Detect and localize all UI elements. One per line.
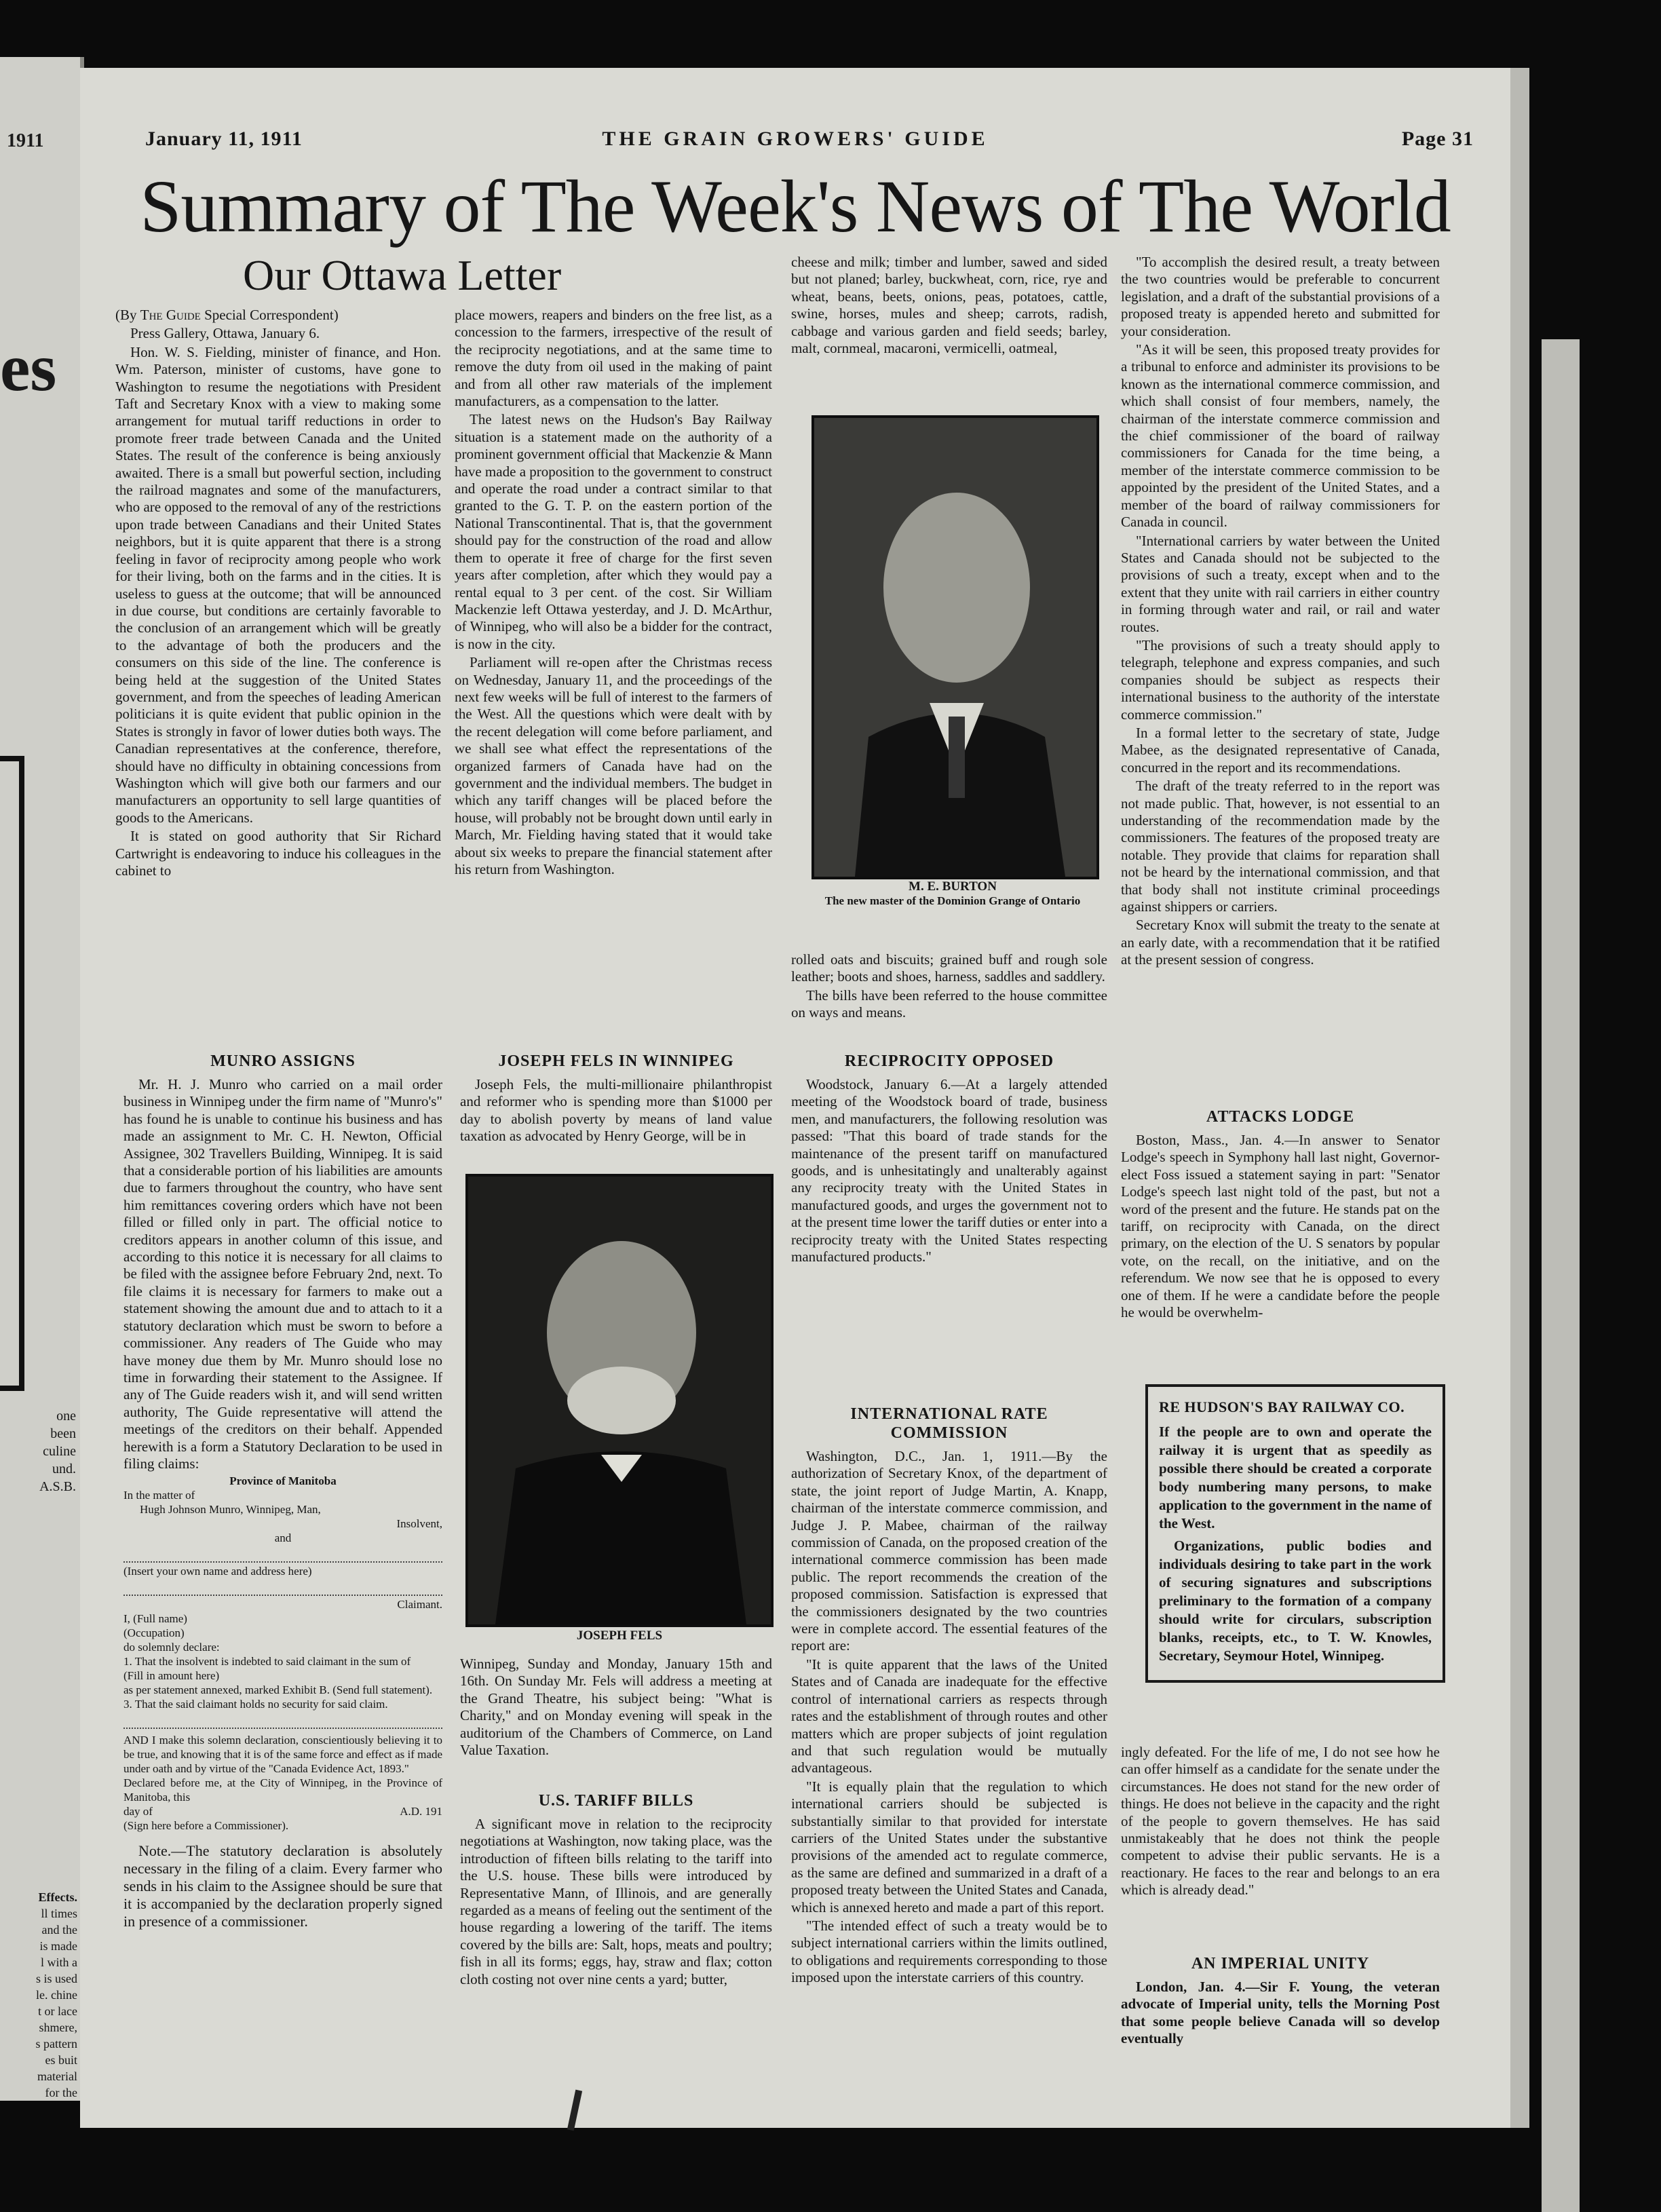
rate-commission-paragraph: "To accomplish the desired result, a treaty between the two countries would be preferable to concurrent legislation, and a draft of the substantial provisions of a proposed treaty is appended hereto and submitted for your consideration. (1121, 254, 1440, 339)
form-occupation: (Occupation) (123, 1626, 185, 1640)
joseph-fels-article (460, 1045, 772, 1147)
tariff-bills-paragraph: rolled oats and biscuits; grained buff and rough sole leather; boots and shoes, harness, saddles and saddlery. (791, 951, 1107, 985)
rate-commission-paragraph: "It is equally plain that the regulation to which international carriers should be subjected is substantially similar to that provided for interstate carriers of the United States under the substantive provisions of the amended act to regulate commerce, as the same are defined and summarized in a draft of a proposed treaty between the United States and Canada, which is annexed hereto and made a part of this report. (791, 1778, 1107, 1915)
reciprocity-opposed-heading: RECIPROCITY OPPOSED (844, 1052, 1054, 1070)
rate-commission-paragraph: Washington, D.C., Jan. 1, 1911.—By the authorization of Secretary Knox, of the department of state, the joint report of Judge Martin, A. Knapp, chairman of the interstate commerce commission, and Judge J. P. Mabee, chairman of the railway commission of Canada, on the proposed creation of the international commerce commission has been made public. The report recommends the creation of the proposed commission. Satisfaction is expressed that the commissioners designated by the two countries were in complete accord. The essential features of the report are: (791, 1448, 1107, 1654)
burton-portrait-photo (812, 415, 1099, 879)
rate-commission-paragraph: Secretary Knox will submit the treaty to the senate at an early date, with a recommendation that it be ratified at the present session of congress. (1121, 917, 1440, 968)
newspaper-page (80, 68, 1510, 2128)
statutory-declaration-form (123, 1474, 442, 1833)
portrait-silhouette-icon (468, 1177, 771, 1624)
form-sign: (Sign here before a Commissioner). (123, 1819, 289, 1833)
hudson-bay-railway-notice (1145, 1384, 1445, 1683)
attacks-lodge-continued (1121, 1744, 1440, 1901)
form-matter: In the matter of (123, 1489, 195, 1502)
munro-assigns-heading: MUNRO ASSIGNS (210, 1052, 356, 1070)
page-edge (1510, 68, 1529, 2128)
form-fill-instruction: (Fill in amount here) (123, 1669, 220, 1683)
burton-caption-text: The new master of the Dominion Grange of Ontario (824, 894, 1081, 907)
ottawa-letter-paragraph: place mowers, reapers and binders on the free list, as a concession to the farmers, irrespective of the result of the reciprocity negotiations, and at the same time to remove the duty from oil used in the making of paint and from all other raw materials of the implement manufacturers, as a compensation to the latter. (455, 307, 772, 410)
issue-date: January 11, 1911 (145, 128, 303, 150)
attacks-lodge-article (1121, 1101, 1440, 1322)
form-item-2: as per statement annexed, marked Exhibit B. (Send full statement). (123, 1683, 433, 1697)
hudson-bay-paragraph: If the people are to own and operate the railway it is urgent that as speedily as possible there should be created a corporate body numbering many persons, to make application to the government in the name of the West. (1159, 1424, 1432, 1531)
form-item-3: 3. That the said claimant holds no security for said claim. (123, 1698, 388, 1711)
imperial-unity-article (1121, 1947, 1440, 2049)
byline (115, 307, 441, 324)
adjacent-text-line: A.S.B. (39, 1479, 76, 1494)
adjacent-text-line: one (56, 1409, 76, 1424)
form-day: day of (123, 1805, 153, 1818)
rate-commission-paragraph: "As it will be seen, this proposed treaty provides for a tribunal to enforce and administer its provisions to be known as the international commerce commission, and which shall consist of four members, namely, the chairman of the interstate commerce commission and the chief commissioner of the board of railway commissioners for Canada for the time being, a member of the interstate commerce commission to be appointed by the president of the United States, and a member of the board of railway commissioners for Canada in council. (1121, 341, 1440, 531)
joseph-fels-paragraph: Winnipeg, Sunday and Monday, January 15th and 16th. On Sunday Mr. Fels will address a meeting at the Grand Theatre, his subject being: "What is Charity," and on Monday evening will speak in the auditorium of the Chambers of Commerce, on Land Value Taxation. (460, 1656, 772, 1759)
attacks-lodge-paragraph: ingly defeated. For the life of me, I do not see how he can offer himself as a candidate for the senate under the circumstances. He does not stand for the new order of things. He does not believe in the capacity and the right of the people to govern themselves. He has said unmistakeably that he does not think the people competent to advise their public servants. He is a reactionary. He faces to the rear and belongs to an era which is already dead." (1121, 1744, 1440, 1899)
byline-prefix: (By (115, 307, 140, 323)
running-header (113, 128, 1478, 155)
attacks-lodge-paragraph: Boston, Mass., Jan. 4.—In answer to Senator Lodge's speech in Symphony hall last night, Governor-elect Foss issued a statement saying in part: "Senator Lodge's speech last night told of the past, but not a word of the present and the future. He stands pat on the tariff, on reciprocity with Canada, on the direct primary, on the election of the U. S senators by popular vote, on the recall, on the initiative, and on the referendum. We now see that he is opposed to every one of them. If he were a candidate before the people he would be overwhelm- (1121, 1132, 1440, 1321)
background-page-edge (1542, 339, 1580, 2212)
adjacent-text-line: und. (52, 1462, 76, 1476)
adjacent-page-fragment (0, 57, 84, 2101)
us-tariff-bills-heading: U.S. TARIFF BILLS (538, 1792, 694, 1810)
form-fullname: I, (Full name) (123, 1612, 187, 1626)
form-insolvent: Insolvent, (396, 1517, 442, 1531)
rate-commission-heading: INTERNATIONAL RATE COMMISSION (850, 1405, 1048, 1442)
form-blank-line[interactable] (123, 1546, 442, 1563)
form-claimant: Claimant. (397, 1598, 442, 1612)
adjacent-text-line: culine (43, 1444, 76, 1459)
byline-suffix: Special Correspondent) (200, 307, 339, 323)
ottawa-letter-paragraph: It is stated on good authority that Sir Richard Cartwright is endeavoring to induce his colleagues in the cabinet to (115, 828, 441, 879)
rate-commission-paragraph: The draft of the treaty referred to in the report was not made public. That, however, is not essential to an understanding of the recommendation made by the commissioners. The features of the proposed treaty are notable. They provide that claims for reparation shall not be heard by the international commission, and that that body shall not institute criminal proceedings against shippers or carriers. (1121, 778, 1440, 915)
hudson-bay-paragraph: Organizations, public bodies and individuals desiring to take part in the work of securing signatures and subscriptions preliminary to the formation of a company should write for circulars, subscription blanks, receipts, etc., to T. W. Knowles, Secretary, Seymour Hotel, Winnipeg. (1159, 1538, 1432, 1664)
rate-commission-article (791, 1398, 1107, 1988)
ottawa-letter-paragraph: Parliament will re-open after the Christmas recess on Wednesday, January 11, and the proceedings of the next few weeks will be full of interest to the farmers of the West. All the questions which were dealt with by the recent delegation will come before parliament, and we shall see what effect the representations of the organized farmers of Canada have had on the government and the individual members. The budget in which any tariff changes will be placed before the house, will probably not be brought down until early in March, Mr. Fielding having stated that it would take about six weeks to prepare the financial statement after his return from Washington. (455, 654, 772, 877)
rate-commission-paragraph: "International carriers by water between the United States and Canada should not be subjected to the provisions of such a treaty, except when and to the extent that they unite with rail carriers in either country in forming through water and rail, or rail and water routes. (1121, 532, 1440, 635)
ottawa-letter-column-3 (791, 254, 1107, 358)
tariff-bills-paragraph: The bills have been referred to the house committee on ways and means. (791, 987, 1107, 1021)
rate-commission-paragraph: "The provisions of such a treaty should apply to telegraph, telephone and express companies, and such companies should be subject as respects their international business to the authority of the interstate commerce commission." (1121, 636, 1440, 723)
adjacent-text-line: Effects. (38, 1890, 77, 1904)
us-tariff-bills-paragraph: A significant move in relation to the reciprocity negotiations at Washington, now taking place, was the introduction of fifteen bills relating to the tariff into the U.S. house. These bills were introduced by Representative Mann, of Illinois, and are generally regarded as a means of feeling out the sentiment of the house regarding a lowering of the tariff. The items covered by the bills are: Salt, hops, meats and poultry; fish in all its forms; eggs, hay, straw and flax; cotton cloth costing not over nine cents a yard; butter, (460, 1816, 772, 1987)
form-declared: Declared before me, at the City of Winnipeg, in the Province of Manitoba, this (123, 1776, 442, 1804)
joseph-fels-heading: JOSEPH FELS IN WINNIPEG (498, 1052, 734, 1070)
munro-note: Note.—The statutory declaration is absolutely necessary in the filing of a claim. Every farmer who sends in his claim to the Assignee should be sure that it is accompanied by the declaration properly signed in presence of a commissioner. (123, 1842, 442, 1930)
rate-commission-paragraph: In a formal letter to the secretary of state, Judge Mabee, as the designated representative of Canada, concurred in the report and its recommendations. (1121, 724, 1440, 776)
adjacent-page-year: 1911 (7, 130, 44, 151)
imperial-unity-paragraph: London, Jan. 4.—Sir F. Young, the veteran advocate of Imperial unity, tells the Morning Post that some people believe Canada will so develop eventually (1121, 1979, 1440, 2047)
form-ad: A.D. 191 (400, 1805, 442, 1818)
burton-name: M. E. BURTON (909, 879, 997, 894)
imperial-unity-heading: AN IMPERIAL UNITY (1191, 1955, 1370, 1972)
adjacent-page-text-lower (1, 1889, 77, 2101)
adjacent-page-box (0, 756, 24, 1391)
ottawa-letter-paragraph: The latest news on the Hudson's Bay Railway situation is a statement made on the authority of a prominent government official that Mackenzie & Mann have made a proposition to the government to construct and operate the road under a contract similar to that granted to the G. T. P. on the eastern portion of the National Transcontinental. That is, that the government should pay for the construction of the road and allow them to operate it free of charge for the first seven years after completion, after which they would pay a rental equal to 3 per cent. of the cost. Sir William Mackenzie left Ottawa yesterday, and J. D. McArthur, of Winnipeg, who will also be a bidder for the contract, is now in the city. (455, 411, 772, 652)
ottawa-letter-paragraph: Hon. W. S. Fielding, minister of finance, and Hon. Wm. Paterson, minister of customs, have gone to Washington to resume the negotiations with President Taft and Secretary Knox with a view to making some arrangement for mutual tariff reductions in order to promote freer trade between Canada and the United States. The result of the conference is being anxiously awaited. There is a small but powerful section, including the railroad magnates and some of the manufacturers, who are opposed to the removal of any of the restrictions upon trade between Canadians and their United States neighbors, but it is quite apparent that there is a strong feeling in favor of reciprocity among people who work for their living, both on the farms and in the cities. It is useless to guess at the outcome; that will be announced in due course, but conditions are certainly favorable to the conclusion of an arrangement which will be greatly to the advantage of both the producers and the consumers on this side of the line. The conference is being held at the suggestion of the United States government, and from the speeches of leading American politicians it is quite evident that public opinion in the States is strongly in favor of lower duties both ways. The Canadian representatives at the conference, therefore, should have no difficulty in obtaining concessions from Washington which will give both our farmers and our manufacturers an opportunity to sell large quantities of goods to the Americans. (115, 343, 441, 826)
publication-name: THE GRAIN GROWERS' GUIDE (602, 128, 989, 150)
form-item-1: 1. That the insolvent is indebted to said claimant in the sum of (123, 1655, 411, 1668)
hudson-bay-heading: RE HUDSON'S BAY RAILWAY CO. (1159, 1398, 1405, 1415)
rate-commission-paragraph: "The intended effect of such a treaty would be to subject international carriers within the limits outlined, to obligations and requirements corresponding to those imposed upon the interstate carriers of this country. (791, 1917, 1107, 1986)
byline-guide: The Guide (140, 307, 201, 323)
ottawa-letter-column-1 (115, 307, 441, 881)
joseph-fels-paragraph: Joseph Fels, the multi-millionaire philanthropist and reformer who is spending more than $1000 per day to abolish poverty by means of land value taxation as advocated by Henry George, will be in (460, 1076, 772, 1145)
form-blank-line[interactable] (123, 1713, 442, 1729)
munro-assigns-paragraph: Mr. H. J. Munro who carried on a mail order business in Winnipeg under the firm name of "Munro's" has found he is unable to continue his business and has made an assignment to Mr. C. H. Newton, Official Assignee, 302 Travellers Building, Winnipeg. It is said that a considerable portion of his liabilities are amounts due to farmers throughout the country, who have sent him remittances covering orders which have not been filled or filled only in part. The official notice to creditors appears in another column of this issue, and according to this notice it is necessary for all claims to be filed with the assignee before February 2nd, next. To file claims it is necessary for farmers to make out a statement showing the amount due and to attach to it a statutory declaration which must be sworn to before a commissioner. Any readers of The Guide who may have money due them by Mr. Munro should lose no time in forwarding their statement to the Assignee. If any of The Guide readers wish it, and will send written authority, The Guide representative will attend the meetings of the creditors on their behalf. Appended herewith is a form a Statutory Declaration to be used in filing claims: (123, 1076, 442, 1472)
burton-photo-caption (805, 879, 1101, 908)
adjacent-page-text (3, 1407, 76, 1495)
ottawa-letter-column-2 (455, 307, 772, 879)
portrait-silhouette-icon (814, 418, 1096, 877)
reciprocity-opposed-article (791, 1045, 1107, 1267)
page-number: Page 31 (1401, 128, 1474, 150)
form-and: and (274, 1531, 292, 1545)
page-title: Summary of The Week's News of The World (140, 165, 1451, 248)
adjacent-page-heading-fragment: es (0, 330, 57, 405)
rate-commission-paragraph: "It is quite apparent that the laws of the United States and of Canada are inadequate for the effective control of international carriers as respects through rates and the establishment of through routes and other matters which are proper subjects of joint regulation and that such regulation would be mutually advantageous. (791, 1656, 1107, 1776)
form-insert-instruction: (Insert your own name and address here) (123, 1565, 312, 1578)
ottawa-letter-paragraph: cheese and milk; timber and lumber, sawed and sided but not planed; barley, buckwheat, corn, rice, rye and wheat, beans, beets, onions, peas, potatoes, cattle, swine, horses, mules and sheep; carrots, radish, cabbage and various garden and field seeds; barley, malt, cornmeal, macaroni, vermicelli, oatmeal, (791, 254, 1107, 357)
attacks-lodge-heading: ATTACKS LODGE (1206, 1108, 1355, 1126)
form-solemnly: do solemnly declare: (123, 1641, 220, 1654)
ottawa-letter-title: Our Ottawa Letter (243, 251, 562, 299)
form-blank-line[interactable] (123, 1580, 442, 1596)
form-declaration: AND I make this solemn declaration, conscientiously believing it to be true, and knowing that it is of the same force and effect as if made under oath and by virtue of the "Canada Evidence Act, 1893." (123, 1734, 442, 1776)
dateline: Press Gallery, Ottawa, January 6. (130, 325, 320, 342)
tariff-bills-continued (791, 951, 1107, 1023)
rate-commission-column-4 (1121, 254, 1440, 970)
reciprocity-opposed-paragraph: Woodstock, January 6.—At a largely attended meeting of the Woodstock board of trade, business men, and manufacturers, the following resolution was passed: "That this board of trade stands for the maintenance of the present tariff on manufactured goods, and is unhesitatingly and unalterably against any reciprocity treaty with the United States in manufactured goods, and urges the government not to at the present time lower the tariff duties or enter into a reciprocity treaty with the United States respecting manufactured products." (791, 1076, 1107, 1265)
us-tariff-bills-article (460, 1785, 772, 1989)
form-province: Province of Manitoba (229, 1474, 337, 1488)
joseph-fels-continued (460, 1656, 772, 1760)
form-debtor: Hugh Johnson Munro, Winnipeg, Man, (140, 1503, 321, 1517)
adjacent-text-lines: ll times and the is made l with a s is used le. chine t or lace shmere, s pattern es buit material for the (35, 1907, 77, 2099)
joseph-fels-portrait-photo (465, 1174, 774, 1627)
munro-assigns-article (123, 1045, 442, 1932)
joseph-fels-photo-caption: JOSEPH FELS (576, 1628, 663, 1643)
adjacent-text-line: been (50, 1426, 76, 1441)
